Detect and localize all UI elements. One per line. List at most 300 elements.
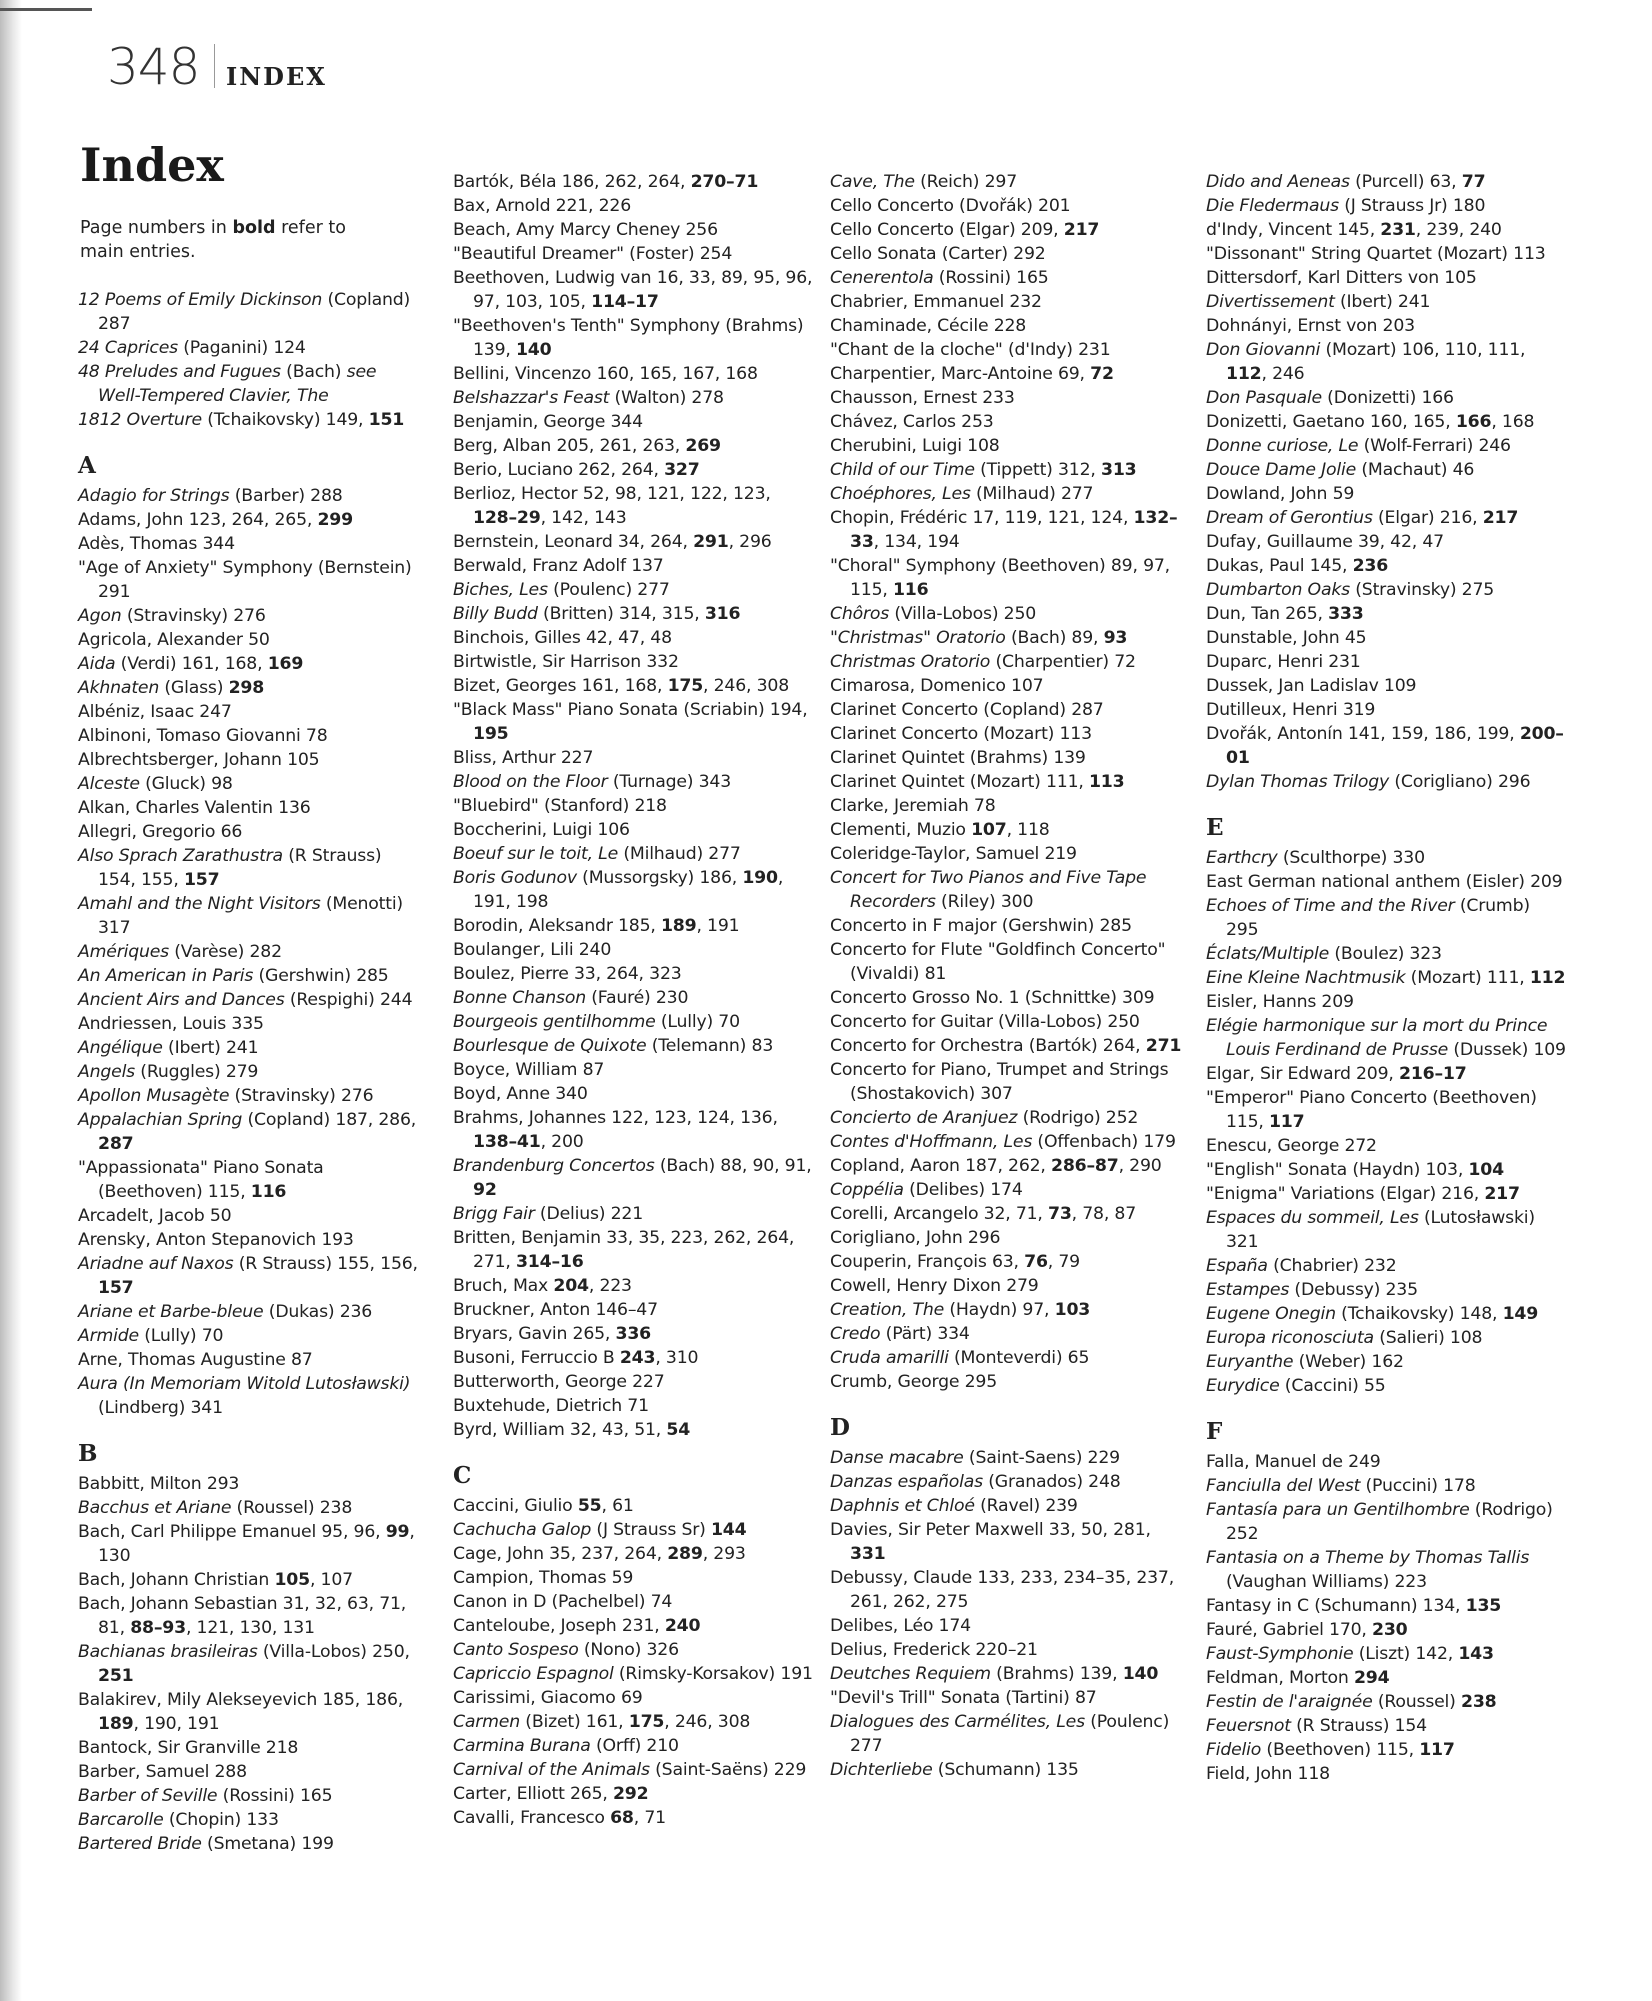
entry-text: (Elgar) 216,: [1372, 508, 1483, 528]
entry-work-title: Euryanthe: [1206, 1352, 1294, 1372]
entry-text: Concerto in F major (Gershwin) 285: [830, 916, 1132, 936]
entry-work-title: Danzas españolas: [830, 1472, 983, 1492]
entry-text: (Villa-Lobos) 250,: [257, 1642, 410, 1662]
entry-work-title: Fantasía para un Gentilhombre: [1206, 1500, 1470, 1520]
index-entry: [1206, 1738, 1566, 1762]
index-entry: [830, 1494, 1190, 1518]
entry-text: Field, John 118: [1206, 1764, 1330, 1784]
index-entry: [453, 1782, 813, 1806]
entry-text: "English" Sonata (Haydn) 103,: [1206, 1160, 1469, 1180]
entry-main-page: 117: [1419, 1740, 1455, 1760]
entry-text: Barber, Samuel 288: [78, 1762, 247, 1782]
entry-main-page: 299: [317, 510, 353, 530]
entry-work-title: Angels: [78, 1062, 135, 1082]
entry-work-title: Choéphores, Les: [830, 484, 971, 504]
index-entry: [830, 914, 1190, 938]
page-gutter-shadow: [0, 0, 22, 2001]
entry-main-page: 313: [1101, 460, 1137, 480]
entry-text: (Haydn) 97,: [944, 1300, 1055, 1320]
entry-work-title: Faust-Symphonie: [1206, 1644, 1354, 1664]
index-entry: [453, 1010, 813, 1034]
index-entry: [830, 650, 1190, 674]
entry-text: Dun, Tan 265,: [1206, 604, 1329, 624]
index-entry: [453, 1566, 813, 1590]
entry-text: "Beethoven's Tenth" Symphony (Brahms) 139,: [453, 316, 804, 360]
index-entry: [830, 1710, 1190, 1758]
entry-work-title: Appalachian Spring: [78, 1110, 243, 1130]
entry-text: (Turnage) 343: [607, 772, 732, 792]
entry-work-title: Danse macabre: [830, 1448, 964, 1468]
entry-text: Dowland, John 59: [1206, 484, 1355, 504]
entry-text: (Rimsky-Korsakov) 191: [613, 1664, 813, 1684]
index-entry: [1206, 966, 1566, 990]
entry-text: Andriessen, Louis 335: [78, 1014, 264, 1034]
entry-text: Benjamin, George 344: [453, 412, 643, 432]
index-entry: [78, 556, 418, 604]
index-entry: [453, 1274, 813, 1298]
entry-text: (R Strauss) 154: [1290, 1716, 1427, 1736]
entry-work-title: Contes d'Hoffmann, Les: [830, 1132, 1033, 1152]
index-entry: [830, 1758, 1190, 1782]
index-entry: [1206, 1714, 1566, 1738]
index-entry: [830, 1614, 1190, 1638]
index-entry: [830, 1106, 1190, 1130]
entry-text: (Glass): [159, 678, 229, 698]
entry-text: "Choral" Symphony (Beethoven) 89, 97, 115,: [830, 556, 1170, 600]
index-entry: [1206, 266, 1566, 290]
entry-text: (Copland) 187, 286,: [242, 1110, 417, 1130]
entry-text: (Liszt) 142,: [1353, 1644, 1459, 1664]
index-entry: [1206, 1618, 1566, 1642]
section-letter: C: [453, 1462, 472, 1489]
index-entry: [453, 1590, 813, 1614]
entry-text: (Machaut) 46: [1356, 460, 1475, 480]
index-entry: [453, 242, 813, 266]
entry-text: "Emperor" Piano Concerto (Beethoven) 115,: [1206, 1088, 1537, 1132]
entry-work-title: Don Giovanni: [1206, 340, 1321, 360]
entry-work-title: Echoes of Time and the River: [1206, 896, 1455, 916]
index-entry: [453, 410, 813, 434]
entry-text: Babbitt, Milton 293: [78, 1474, 240, 1494]
index-entry: [453, 1734, 813, 1758]
entry-text: (Monteverdi) 65: [948, 1348, 1090, 1368]
index-entry: [1206, 1642, 1566, 1666]
entry-text: Delibes, Léo 174: [830, 1616, 971, 1636]
entry-text: Enescu, George 272: [1206, 1136, 1377, 1156]
index-entry: [830, 458, 1190, 482]
entry-work-title: Cave, The: [830, 172, 915, 192]
entry-text: Coleridge-Taylor, Samuel 219: [830, 844, 1077, 864]
index-column-1: [78, 288, 418, 1856]
index-entry: [78, 408, 418, 432]
entry-work-title: Estampes: [1206, 1280, 1290, 1300]
entry-text: Debussy, Claude 133, 233, 234–35, 237, 261, 262, 275: [830, 1568, 1175, 1612]
entry-text: Fantasy in C (Schumann) 134,: [1206, 1596, 1466, 1616]
entry-main-page: 114–17: [591, 292, 659, 312]
entry-main-page: 291: [693, 532, 729, 552]
entry-work-title: Deutches Requiem: [830, 1664, 991, 1684]
entry-text: (J Strauss Jr) 180: [1338, 196, 1486, 216]
index-entry: [830, 938, 1190, 986]
index-entry: [830, 410, 1190, 434]
entry-text: Berlioz, Hector 52, 98, 121, 122, 123,: [453, 484, 771, 504]
index-entry: [1206, 194, 1566, 218]
entry-main-page: 331: [850, 1544, 886, 1564]
entry-main-page: 231: [1380, 220, 1416, 240]
index-entry: [78, 892, 418, 940]
entry-main-page: 190: [742, 868, 778, 888]
index-entry: [1206, 1594, 1566, 1618]
entry-work-title: Espaces du sommeil, Les: [1206, 1208, 1419, 1228]
entry-main-page: 92: [473, 1180, 497, 1200]
index-entry: [453, 1614, 813, 1638]
entry-text: Bach, Johann Christian: [78, 1570, 275, 1590]
index-entry: [1206, 870, 1566, 894]
entry-work-title: Dido and Aeneas: [1206, 172, 1350, 192]
entry-main-page: 72: [1090, 364, 1114, 384]
entry-work-title: Daphnis et Chloé: [830, 1496, 975, 1516]
entry-text: "Age of Anxiety" Symphony (Bernstein) 291: [78, 558, 412, 602]
entry-text: , 130: [98, 1522, 415, 1566]
index-entry: [1206, 1014, 1566, 1062]
entry-text: Bernstein, Leonard 34, 264,: [453, 532, 694, 552]
entry-main-page: 103: [1054, 1300, 1091, 1320]
entry-text: (Fauré) 230: [585, 988, 689, 1008]
index-entry: [453, 1686, 813, 1710]
entry-text: Chaminade, Cécile 228: [830, 316, 1027, 336]
entry-text: , 246: [1261, 364, 1305, 384]
entry-work-title: Bourgeois gentilhomme: [453, 1012, 656, 1032]
entry-text: Bach, Johann Sebastian 31, 32, 63, 71, 81,: [78, 1594, 407, 1638]
index-entry: [1206, 554, 1566, 578]
entry-main-page: 294: [1353, 1668, 1390, 1688]
entry-text: Dutilleux, Henri 319: [1206, 700, 1376, 720]
index-entry: [1206, 650, 1566, 674]
index-entry: [830, 1370, 1190, 1394]
index-entry: [78, 1228, 418, 1252]
entry-text: Arensky, Anton Stepanovich 193: [78, 1230, 354, 1250]
index-entry: [1206, 1182, 1566, 1206]
index-entry: [1206, 1086, 1566, 1134]
entry-text: Delius, Frederick 220–21: [830, 1640, 1038, 1660]
entry-work-title: Éclats/Multiple: [1206, 944, 1330, 964]
index-entry: [78, 724, 418, 748]
index-entry: [453, 1346, 813, 1370]
index-entry: [830, 1250, 1190, 1274]
index-entry: [830, 1226, 1190, 1250]
entry-work-title: Bacchus et Ariane: [78, 1498, 232, 1518]
index-entry: [78, 1688, 418, 1736]
entry-text: Cage, John 35, 237, 264,: [453, 1544, 668, 1564]
index-entry: [830, 1566, 1190, 1614]
entry-text: Binchois, Gilles 42, 47, 48: [453, 628, 672, 648]
entry-text: (Saint-Saens) 229: [963, 1448, 1120, 1468]
index-entry: [78, 1832, 418, 1856]
entry-text: , 71: [633, 1808, 666, 1828]
entry-text: Butterworth, George 227: [453, 1372, 665, 1392]
entry-text: Bizet, Georges 161, 168,: [453, 676, 668, 696]
entry-work-title: España: [1206, 1256, 1268, 1276]
index-entry: [453, 626, 813, 650]
entry-text: , 168: [1491, 412, 1535, 432]
index-entry: [830, 818, 1190, 842]
index-entry: [78, 484, 418, 508]
entry-work-title: Die Fledermaus: [1206, 196, 1339, 216]
entry-text: (Gershwin) 285: [253, 966, 389, 986]
index-entry: [830, 482, 1190, 506]
index-entry: [78, 1472, 418, 1496]
entry-text: (Ravel) 239: [974, 1496, 1078, 1516]
entry-text: (Reich) 297: [914, 172, 1018, 192]
entry-main-page: 117: [1268, 1112, 1305, 1132]
index-entry: [830, 194, 1190, 218]
index-entry: [830, 506, 1190, 554]
entry-text: Boulez, Pierre 33, 264, 323: [453, 964, 682, 984]
index-entry: [1206, 218, 1566, 242]
entry-main-page: 68: [610, 1808, 634, 1828]
entry-work-title: Cachucha Galop: [453, 1520, 592, 1540]
entry-text: (Pärt) 334: [880, 1324, 970, 1344]
index-entry: [830, 1154, 1190, 1178]
index-entry: [78, 628, 418, 652]
entry-main-page: 77: [1461, 172, 1486, 192]
entry-work-title: Ariane et Barbe-bleue: [78, 1302, 264, 1322]
entry-text: (Sculthorpe) 330: [1277, 848, 1425, 868]
entry-main-page: 107: [971, 820, 1007, 840]
entry-work-title: Earthcry: [1206, 848, 1278, 868]
entry-text: (Tippett) 312,: [974, 460, 1101, 480]
entry-text: Clarke, Jeremiah 78: [830, 796, 996, 816]
index-entry: [78, 796, 418, 820]
entry-text: (Puccini) 178: [1360, 1476, 1476, 1496]
index-entry: [453, 482, 813, 530]
entry-main-page: 316: [704, 604, 741, 624]
entry-main-page: 327: [664, 460, 700, 480]
entry-text: (Tchaikovsky) 149,: [201, 410, 369, 430]
entry-text: Boulanger, Lili 240: [453, 940, 612, 960]
page-number: 348: [107, 38, 200, 96]
entry-text: Canteloube, Joseph 231,: [453, 1616, 665, 1636]
index-entry: [1206, 314, 1566, 338]
index-entry: [1206, 1450, 1566, 1474]
entry-text: Agricola, Alexander 50: [78, 630, 270, 650]
entry-work-title: Cruda amarilli: [830, 1348, 949, 1368]
index-entry: [1206, 386, 1566, 410]
entry-text: (Bach) 89,: [1005, 628, 1104, 648]
entry-work-title: Bourlesque de Quixote: [453, 1036, 647, 1056]
entry-work-title: Capriccio Espagnol: [453, 1664, 614, 1684]
entry-text: (Crumb) 295: [1226, 896, 1530, 940]
index-entry: [78, 1736, 418, 1760]
entry-text: "Appassionata" Piano Sonata (Beethoven) 115,: [78, 1158, 324, 1202]
index-entry: [1206, 434, 1566, 458]
entry-work-title: Child of our Time: [830, 460, 975, 480]
entry-work-title: Brigg Fair: [453, 1204, 535, 1224]
entry-text: , 121, 130, 131: [185, 1618, 315, 1638]
entry-text: (Smetana) 199: [201, 1834, 334, 1854]
index-entry: [830, 1446, 1190, 1470]
entry-work-title: Creation, The: [830, 1300, 945, 1320]
entry-text: (Milhaud) 277: [618, 844, 741, 864]
entry-main-page: 189: [98, 1714, 134, 1734]
entry-text: Balakirev, Mily Alekseyevich 185, 186,: [78, 1690, 404, 1710]
index-entry: [830, 1470, 1190, 1494]
entry-text: Alkan, Charles Valentin 136: [78, 798, 311, 818]
entry-text: , 246, 308: [664, 1712, 751, 1732]
entry-text: (J Strauss Sr): [591, 1520, 711, 1540]
entry-text: (Lully) 70: [655, 1012, 740, 1032]
entry-work-title: "Christmas" Oratorio: [830, 628, 1006, 648]
entry-main-page: 149: [1502, 1304, 1539, 1324]
index-entry: [830, 170, 1190, 194]
entry-text: (Respighi) 244: [284, 990, 413, 1010]
index-entry: [78, 820, 418, 844]
index-intro: [80, 216, 350, 264]
entry-text: Bax, Arnold 221, 226: [453, 196, 632, 216]
entry-work-title: Agon: [78, 606, 122, 626]
index-entry: [453, 434, 813, 458]
entry-text: (Dussek) 109: [1448, 1040, 1566, 1060]
entry-work-title: Amériques: [78, 942, 169, 962]
entry-text: Dukas, Paul 145,: [1206, 556, 1353, 576]
entry-work-title: Douce Dame Jolie: [1206, 460, 1357, 480]
entry-main-page: 113: [1088, 772, 1125, 792]
entry-text: Elgar, Sir Edward 209,: [1206, 1064, 1399, 1084]
entry-main-page: 128–29: [473, 508, 541, 528]
index-entry: [453, 1758, 813, 1782]
entry-text: "Black Mass" Piano Sonata (Scriabin) 194,: [453, 700, 808, 720]
index-entry: [78, 1784, 418, 1808]
entry-text: Dohnányi, Ernst von 203: [1206, 316, 1415, 336]
entry-work-title: Barber of Seville: [78, 1786, 218, 1806]
entry-text: (Boulez) 323: [1329, 944, 1442, 964]
entry-work-title: Armide: [78, 1326, 139, 1346]
index-entry: [78, 1592, 418, 1640]
entry-work-title: Cenerentola: [830, 268, 934, 288]
entry-work-title: Angélique: [78, 1038, 163, 1058]
entry-text: (Poulenc) 277: [850, 1712, 1170, 1756]
entry-text: Carter, Elliott 265,: [453, 1784, 613, 1804]
entry-work-title: Carmina Burana: [453, 1736, 591, 1756]
entry-text: Bartók, Béla 186, 262, 264,: [453, 172, 691, 192]
entry-work-title: An American in Paris: [78, 966, 254, 986]
index-entry: [453, 1518, 813, 1542]
section-letter: A: [78, 452, 96, 479]
entry-text: Adams, John 123, 264, 265,: [78, 510, 318, 530]
index-entry: [1206, 1158, 1566, 1182]
entry-text: Concerto Grosso No. 1 (Schnittke) 309: [830, 988, 1155, 1008]
intro-text-2: refer to main entries.: [80, 218, 346, 262]
entry-text: "Beautiful Dreamer" (Foster) 254: [453, 244, 733, 264]
entry-text: (Nono) 326: [578, 1640, 679, 1660]
entry-text: (Rossini) 165: [217, 1786, 333, 1806]
entry-text: Clarinet Concerto (Copland) 287: [830, 700, 1104, 720]
entry-main-page: 175: [667, 676, 704, 696]
entry-work-title: Bonne Chanson: [453, 988, 586, 1008]
entry-text: Cello Concerto (Elgar) 209,: [830, 220, 1064, 240]
entry-text: , 134, 194: [873, 532, 960, 552]
entry-text: Concerto for Guitar (Villa-Lobos) 250: [830, 1012, 1140, 1032]
index-entry: [453, 1542, 813, 1566]
index-entry: [830, 1202, 1190, 1226]
index-entry: [453, 578, 813, 602]
index-entry: [1206, 1254, 1566, 1278]
entry-text: , 61: [601, 1496, 634, 1516]
index-entry: [453, 1322, 813, 1346]
entry-text: Bliss, Arthur 227: [453, 748, 594, 768]
entry-text: (Stravinsky) 275: [1349, 580, 1495, 600]
index-entry: [78, 360, 418, 408]
index-entry: [830, 554, 1190, 602]
index-entry: [78, 1348, 418, 1372]
entry-main-page: 105: [274, 1570, 310, 1590]
entry-text: Concerto for Piano, Trumpet and Strings (Shostakovich) 307: [830, 1060, 1169, 1104]
index-entry: [830, 1346, 1190, 1370]
entry-text: Cimarosa, Domenico 107: [830, 676, 1044, 696]
index-entry: [1206, 1278, 1566, 1302]
index-entry: [78, 288, 418, 336]
index-entry: [1206, 1762, 1566, 1786]
entry-text: Corigliano, John 296: [830, 1228, 1001, 1248]
entry-text: Donizetti, Gaetano 160, 165,: [1206, 412, 1456, 432]
entry-text: Duparc, Henri 231: [1206, 652, 1361, 672]
index-entry: [78, 1640, 418, 1688]
entry-text: Albrechtsberger, Johann 105: [78, 750, 320, 770]
index-entry: [453, 746, 813, 770]
index-entry: [453, 1710, 813, 1734]
section-letter: D: [830, 1414, 850, 1441]
index-entry: [830, 698, 1190, 722]
index-entry: [1206, 482, 1566, 506]
index-entry: [453, 218, 813, 242]
entry-main-page: 243: [619, 1348, 656, 1368]
entry-text: Chávez, Carlos 253: [830, 412, 994, 432]
entry-text: (Beethoven) 115,: [1261, 1740, 1420, 1760]
entry-main-page: 73: [1048, 1204, 1072, 1224]
index-entry: [830, 242, 1190, 266]
entry-work-title: Festin de l'araignée: [1206, 1692, 1373, 1712]
entry-text: (Ibert) 241: [1334, 292, 1431, 312]
entry-main-page: 240: [664, 1616, 701, 1636]
entry-main-page: 230: [1372, 1620, 1408, 1640]
entry-main-page: 157: [98, 1278, 134, 1298]
entry-text: Chausson, Ernest 233: [830, 388, 1015, 408]
index-entry: [78, 1568, 418, 1592]
index-entry: [453, 1034, 813, 1058]
entry-work-title: Biches, Les: [453, 580, 548, 600]
entry-text: Concerto for Orchestra (Bartók) 264,: [830, 1036, 1146, 1056]
index-entry: [830, 1686, 1190, 1710]
index-entry: [453, 1298, 813, 1322]
entry-text: Borodin, Aleksandr 185,: [453, 916, 661, 936]
entry-text: (Saint-Saëns) 229: [649, 1760, 807, 1780]
entry-work-title: Dream of Gerontius: [1206, 508, 1373, 528]
entry-work-title: Europa riconosciuta: [1206, 1328, 1374, 1348]
entry-text: Berwald, Franz Adolf 137: [453, 556, 664, 576]
entry-text: Canon in D (Pachelbel) 74: [453, 1592, 673, 1612]
entry-main-page: 336: [615, 1324, 651, 1344]
entry-work-title: Canto Sospeso: [453, 1640, 579, 1660]
entry-work-title: Fanciulla del West: [1206, 1476, 1361, 1496]
entry-text: Beethoven, Ludwig van 16, 33, 89, 95, 96, 97, 103, 105,: [453, 268, 813, 312]
entry-text: (Salieri) 108: [1373, 1328, 1483, 1348]
index-entry: [453, 458, 813, 482]
entry-work-title: Concert for Two Pianos and Five Tape Recorders: [830, 868, 1147, 912]
entry-text: Cherubini, Luigi 108: [830, 436, 1000, 456]
entry-work-title: Dylan Thomas Trilogy: [1206, 772, 1390, 792]
entry-text: (Debussy) 235: [1289, 1280, 1418, 1300]
top-rule: [0, 8, 92, 11]
